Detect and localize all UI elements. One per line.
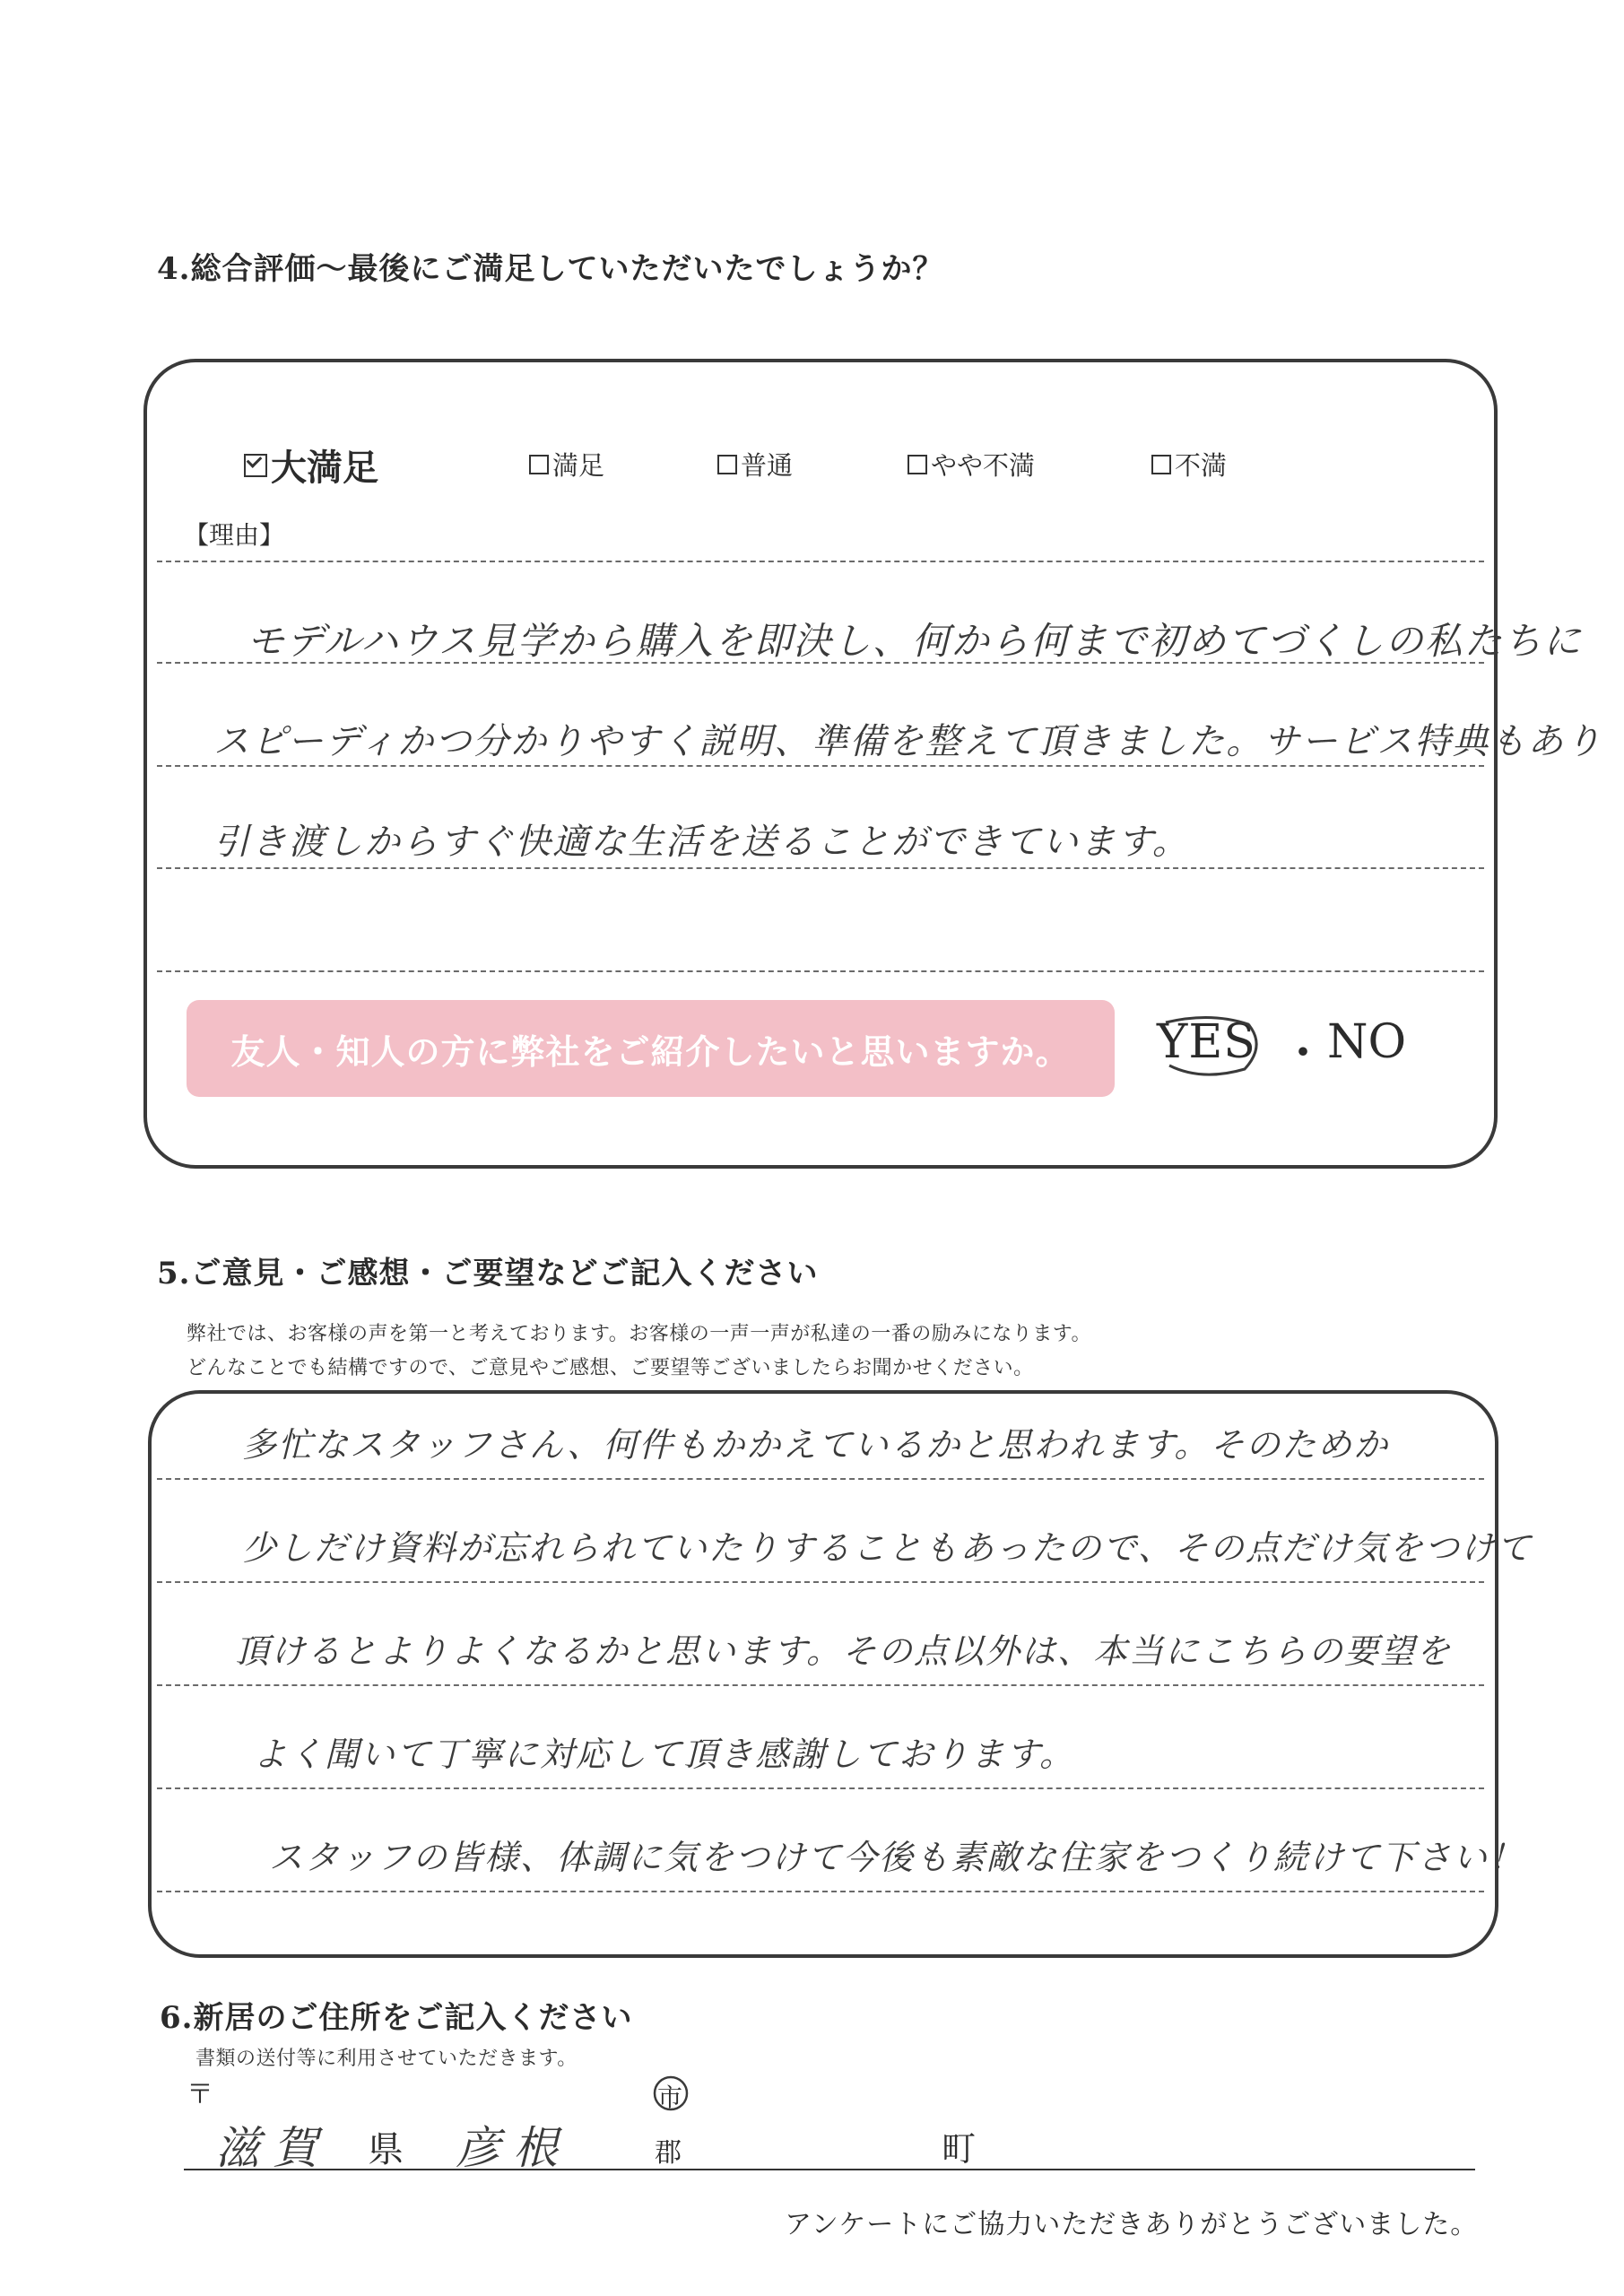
option-normal[interactable] bbox=[717, 446, 793, 483]
reason-line-3: 引き渡しからすぐ快適な生活を送ることができています。 bbox=[213, 822, 1190, 863]
yes-option[interactable] bbox=[1157, 1015, 1256, 1069]
rule-line bbox=[157, 1478, 1484, 1480]
referral-banner: 友人・知人の方に弊社をご紹介したいと思いますか。 bbox=[187, 1000, 1115, 1097]
rule-line bbox=[157, 765, 1484, 767]
comment-line-4: よく聞いて丁寧に対応して頂き感謝しております。 bbox=[253, 1735, 1075, 1774]
address-shi bbox=[652, 2074, 690, 2112]
circle-mark-icon bbox=[1148, 1010, 1273, 1080]
checkbox-icon[interactable] bbox=[717, 455, 737, 474]
footer-thanks: アンケートにご協力いただきありがとうございました。 bbox=[785, 2209, 1479, 2240]
rule-line bbox=[157, 1787, 1484, 1789]
q5-intro-2: どんなことでも結構ですので、ご意見やご感想、ご要望等ございましたらお聞かせください。 bbox=[187, 1357, 1034, 1379]
option-dissatisfied[interactable] bbox=[1151, 446, 1227, 483]
postal-mark: 〒 bbox=[187, 2079, 213, 2110]
address-gun: 郡 bbox=[655, 2137, 682, 2169]
reason-line-2: スピーディかつ分かりやすく説明、準備を整えて頂きました。サービス特典もあり bbox=[213, 721, 1603, 762]
rule-line bbox=[157, 970, 1484, 972]
rule-line bbox=[157, 1581, 1484, 1583]
option-label: やや不満 bbox=[931, 450, 1036, 481]
option-label: 普通 bbox=[741, 450, 794, 481]
reason-line-1: モデルハウス見学から購入を即決し、何から何まで初めてづくしの私たちに bbox=[247, 619, 1583, 663]
option-label: 満足 bbox=[552, 450, 605, 481]
comment-line-2: 少しだけ資料が忘れられていたりすることもあったので、その点だけ気をつけて bbox=[242, 1528, 1533, 1568]
comment-line-3: 頂けるとよりよくなるかと思います。その点以外は、本当にこちらの要望を bbox=[235, 1631, 1452, 1671]
q5-title: 5.ご意見・ご感想・ご要望などご記入ください bbox=[157, 1256, 819, 1292]
separator-dot: ・ bbox=[1280, 1027, 1327, 1081]
checkbox-icon[interactable] bbox=[1151, 455, 1171, 474]
rule-line bbox=[157, 561, 1484, 562]
no-option[interactable]: NO bbox=[1327, 1015, 1407, 1069]
address-machi: 町 bbox=[942, 2129, 977, 2169]
option-somewhat-dissatisfied[interactable] bbox=[908, 446, 1035, 483]
address-underline bbox=[184, 2169, 1475, 2170]
q5-intro-1: 弊社では、お客様の声を第一と考えております。お客様の一声一声が私達の一番の励みになります。 bbox=[187, 1323, 1091, 1345]
q4-title: 4.総合評価～最後にご満足していただいたでしょうか？ bbox=[157, 251, 944, 287]
rule-line bbox=[157, 867, 1484, 869]
option-very-satisfied[interactable] bbox=[244, 439, 378, 491]
checkbox-checked-icon[interactable] bbox=[244, 454, 267, 477]
yes-label: YES bbox=[1157, 1015, 1256, 1069]
q6-subtitle: 書類の送付等に利用させていただきます。 bbox=[195, 2048, 578, 2070]
checkbox-icon[interactable] bbox=[529, 455, 549, 474]
address-city: 彦根 bbox=[456, 2122, 570, 2174]
reason-label: 【理由】 bbox=[184, 520, 285, 550]
comment-line-5: スタッフの皆様、体調に気をつけて今後も素敵な住家をつくり続けて下さい！ bbox=[269, 1838, 1525, 1877]
option-label: 大満足 bbox=[271, 447, 378, 489]
shi-label: 市 bbox=[657, 2083, 683, 2112]
rule-line bbox=[157, 1684, 1484, 1686]
address-ken: 県 bbox=[368, 2129, 404, 2170]
option-satisfied[interactable] bbox=[529, 446, 604, 483]
comment-line-1: 多忙なスタッフさん、何件もかかえているかと思われます。そのためか bbox=[242, 1425, 1390, 1465]
option-label: 不満 bbox=[1175, 450, 1228, 481]
q6-title: 6.新居のご住所をご記入ください bbox=[160, 2000, 633, 2036]
address-prefecture: 滋賀 bbox=[215, 2122, 330, 2174]
rule-line bbox=[157, 1891, 1484, 1892]
checkbox-icon[interactable] bbox=[908, 455, 927, 474]
